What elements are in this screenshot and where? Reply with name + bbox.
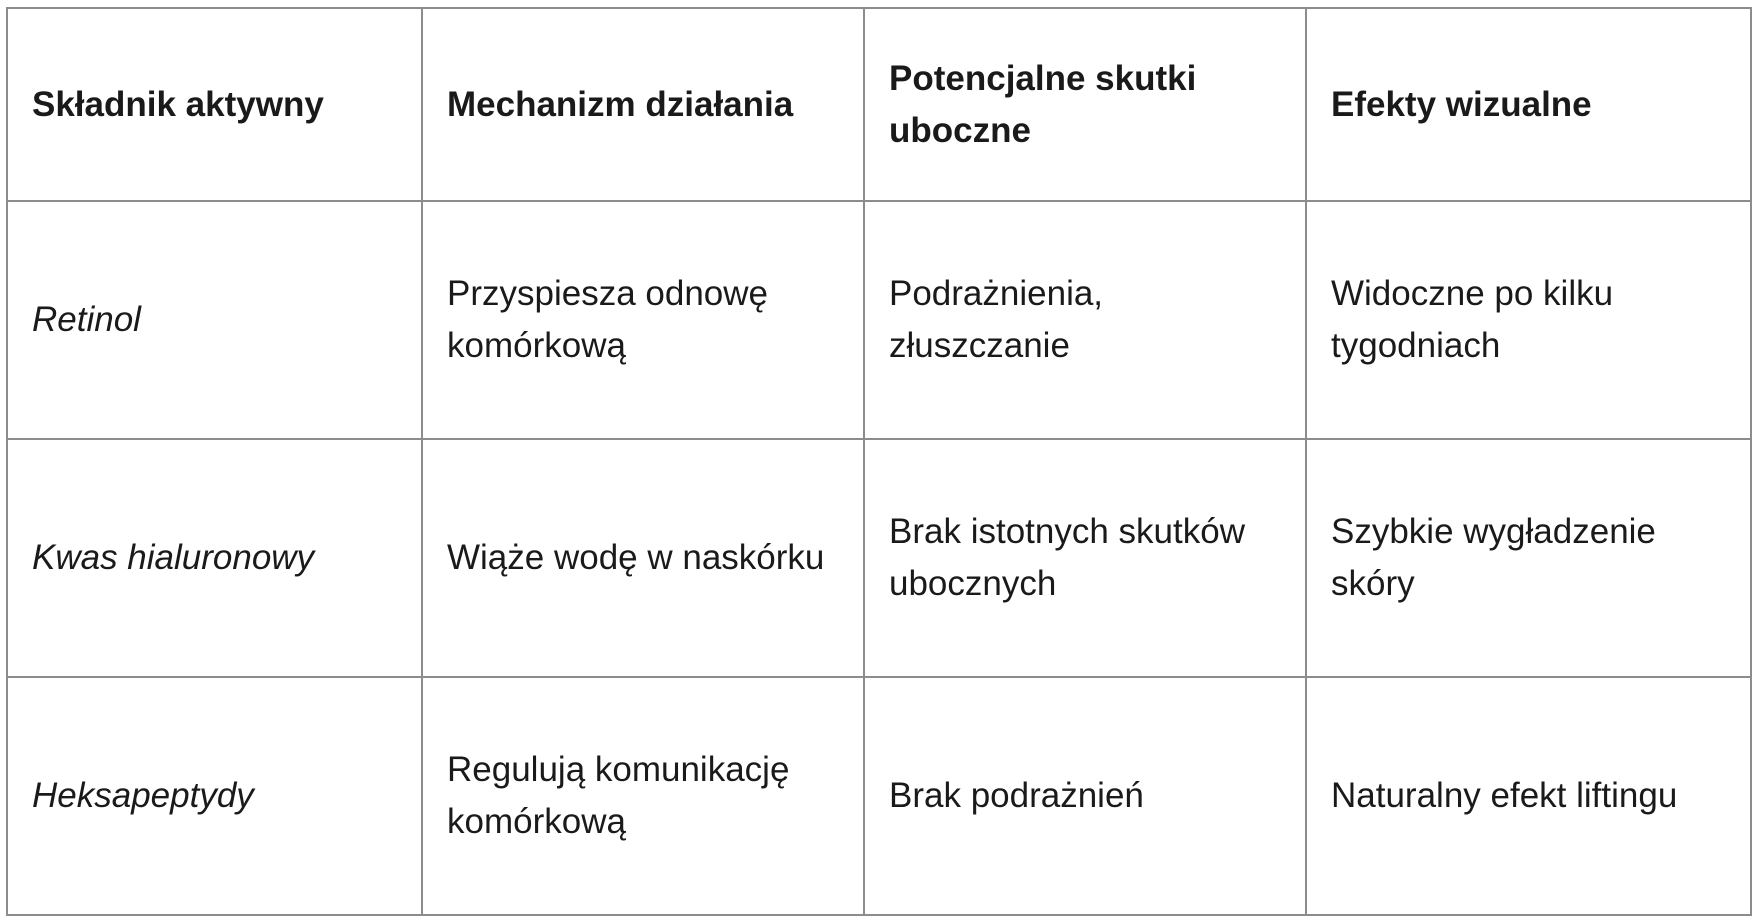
- cell-side-effects: Podrażnienia, złuszczanie: [864, 201, 1306, 439]
- header-ingredient: Składnik aktywny: [7, 8, 422, 201]
- cell-mechanism: Regulują komunikację komórkową: [422, 677, 864, 915]
- cell-visual-effects: Naturalny efekt liftingu: [1306, 677, 1751, 915]
- cell-visual-effects: Widoczne po kilku tygodniach: [1306, 201, 1751, 439]
- cell-mechanism: Przyspiesza odnowę komórkową: [422, 201, 864, 439]
- cell-ingredient: Kwas hialuronowy: [7, 439, 422, 677]
- comparison-table-container: [6, 7, 1752, 916]
- header-side-effects: Potencjalne skutki uboczne: [864, 8, 1306, 201]
- cell-ingredient: Heksapeptydy: [7, 677, 422, 915]
- table-header-row: [7, 8, 1751, 201]
- table-row: [7, 201, 1751, 439]
- active-ingredients-table: [6, 7, 1752, 916]
- header-visual-effects: Efekty wizualne: [1306, 8, 1751, 201]
- cell-mechanism: Wiąże wodę w naskórku: [422, 439, 864, 677]
- cell-side-effects: Brak podrażnień: [864, 677, 1306, 915]
- table-row: [7, 677, 1751, 915]
- header-mechanism: Mechanizm działania: [422, 8, 864, 201]
- cell-ingredient: Retinol: [7, 201, 422, 439]
- cell-side-effects: Brak istotnych skutków ubocznych: [864, 439, 1306, 677]
- cell-visual-effects: Szybkie wygładzenie skóry: [1306, 439, 1751, 677]
- table-row: [7, 439, 1751, 677]
